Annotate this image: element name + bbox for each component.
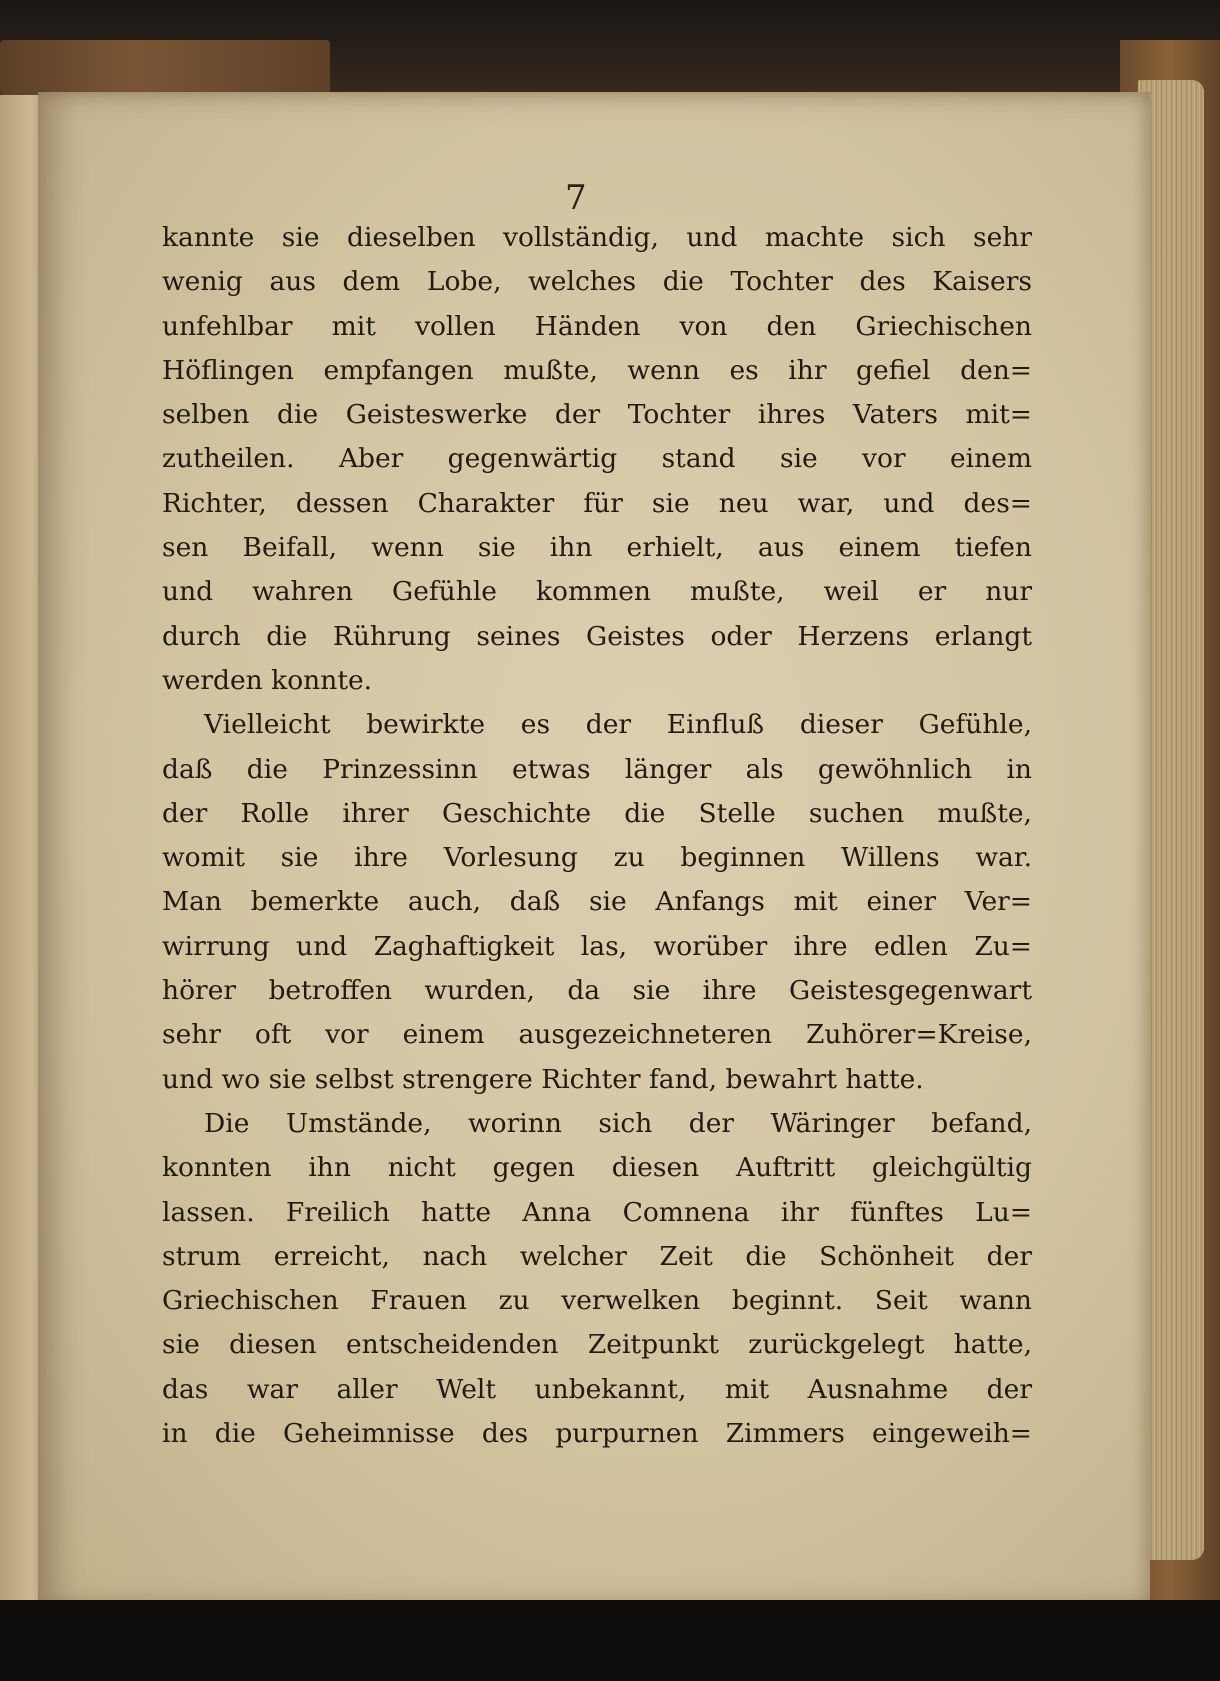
- text-line: Die Umstände, worinn sich der Wäringer befand,: [204, 1107, 1032, 1139]
- leather-cover-strip: [0, 40, 330, 95]
- text-line: Höflingen empfangen mußte, wenn es ihr gefiel den=: [162, 354, 1032, 386]
- text-line: wirrung und Zaghaftigkeit las, worüber ihre edlen Zu=: [162, 930, 1032, 962]
- text-line: und wahren Gefühle kommen mußte, weil er nur: [162, 576, 1032, 608]
- text-line: womit sie ihre Vorlesung zu beginnen Willens war.: [162, 842, 1032, 874]
- bottom-shadow: [0, 1600, 1220, 1681]
- text-line: der Rolle ihrer Geschichte die Stelle suchen mußte,: [162, 797, 1032, 829]
- text-line: Griechischen Frauen zu verwelken beginnt. Seit wann: [162, 1285, 1032, 1317]
- text-line: in die Geheimnisse des purpurnen Zimmers eingeweih=: [162, 1418, 1032, 1450]
- page-number: 7: [565, 178, 587, 218]
- text-line: hörer betroffen wurden, da sie ihre Geistesgegenwart: [162, 975, 1032, 1007]
- text-line: Richter, dessen Charakter für sie neu war, und des=: [162, 487, 1032, 519]
- text-line: sie diesen entscheidenden Zeitpunkt zurückgelegt hatte,: [162, 1329, 1032, 1361]
- body-text: [162, 216, 1032, 1456]
- text-line: und wo sie selbst strengere Richter fand, bewahrt hatte.: [162, 1063, 924, 1095]
- text-line: zutheilen. Aber gegenwärtig stand sie vor einem: [162, 443, 1032, 475]
- text-line: durch die Rührung seines Geistes oder Herzens erlangt: [162, 620, 1032, 652]
- text-line: Vielleicht bewirkte es der Einfluß dieser Gefühle,: [204, 709, 1032, 741]
- text-line: unfehlbar mit vollen Händen von den Griechischen: [162, 310, 1032, 342]
- text-line: selben die Geisteswerke der Tochter ihres Vaters mit=: [162, 399, 1032, 431]
- text-line: sehr oft vor einem ausgezeichneteren Zuhörer=Kreise,: [162, 1019, 1032, 1051]
- text-line: das war aller Welt unbekannt, mit Ausnahme der: [162, 1373, 1032, 1405]
- text-line: werden konnte.: [162, 664, 373, 696]
- text-line: wenig aus dem Lobe, welches die Tochter des Kaisers: [162, 266, 1032, 298]
- text-line: kannte sie dieselben vollständig, und machte sich sehr: [162, 222, 1032, 253]
- text-line: Man bemerkte auch, daß sie Anfangs mit einer Ver=: [162, 886, 1032, 918]
- text-line: sen Beifall, wenn sie ihn erhielt, aus einem tiefen: [162, 532, 1032, 564]
- text-line: strum erreicht, nach welcher Zeit die Schönheit der: [162, 1240, 1032, 1272]
- text-line: daß die Prinzessinn etwas länger als gewöhnlich in: [162, 753, 1032, 785]
- text-line: lassen. Freilich hatte Anna Comnena ihr fünftes Lu=: [162, 1196, 1032, 1228]
- text-line: konnten ihn nicht gegen diesen Auftritt gleichgültig: [162, 1152, 1032, 1184]
